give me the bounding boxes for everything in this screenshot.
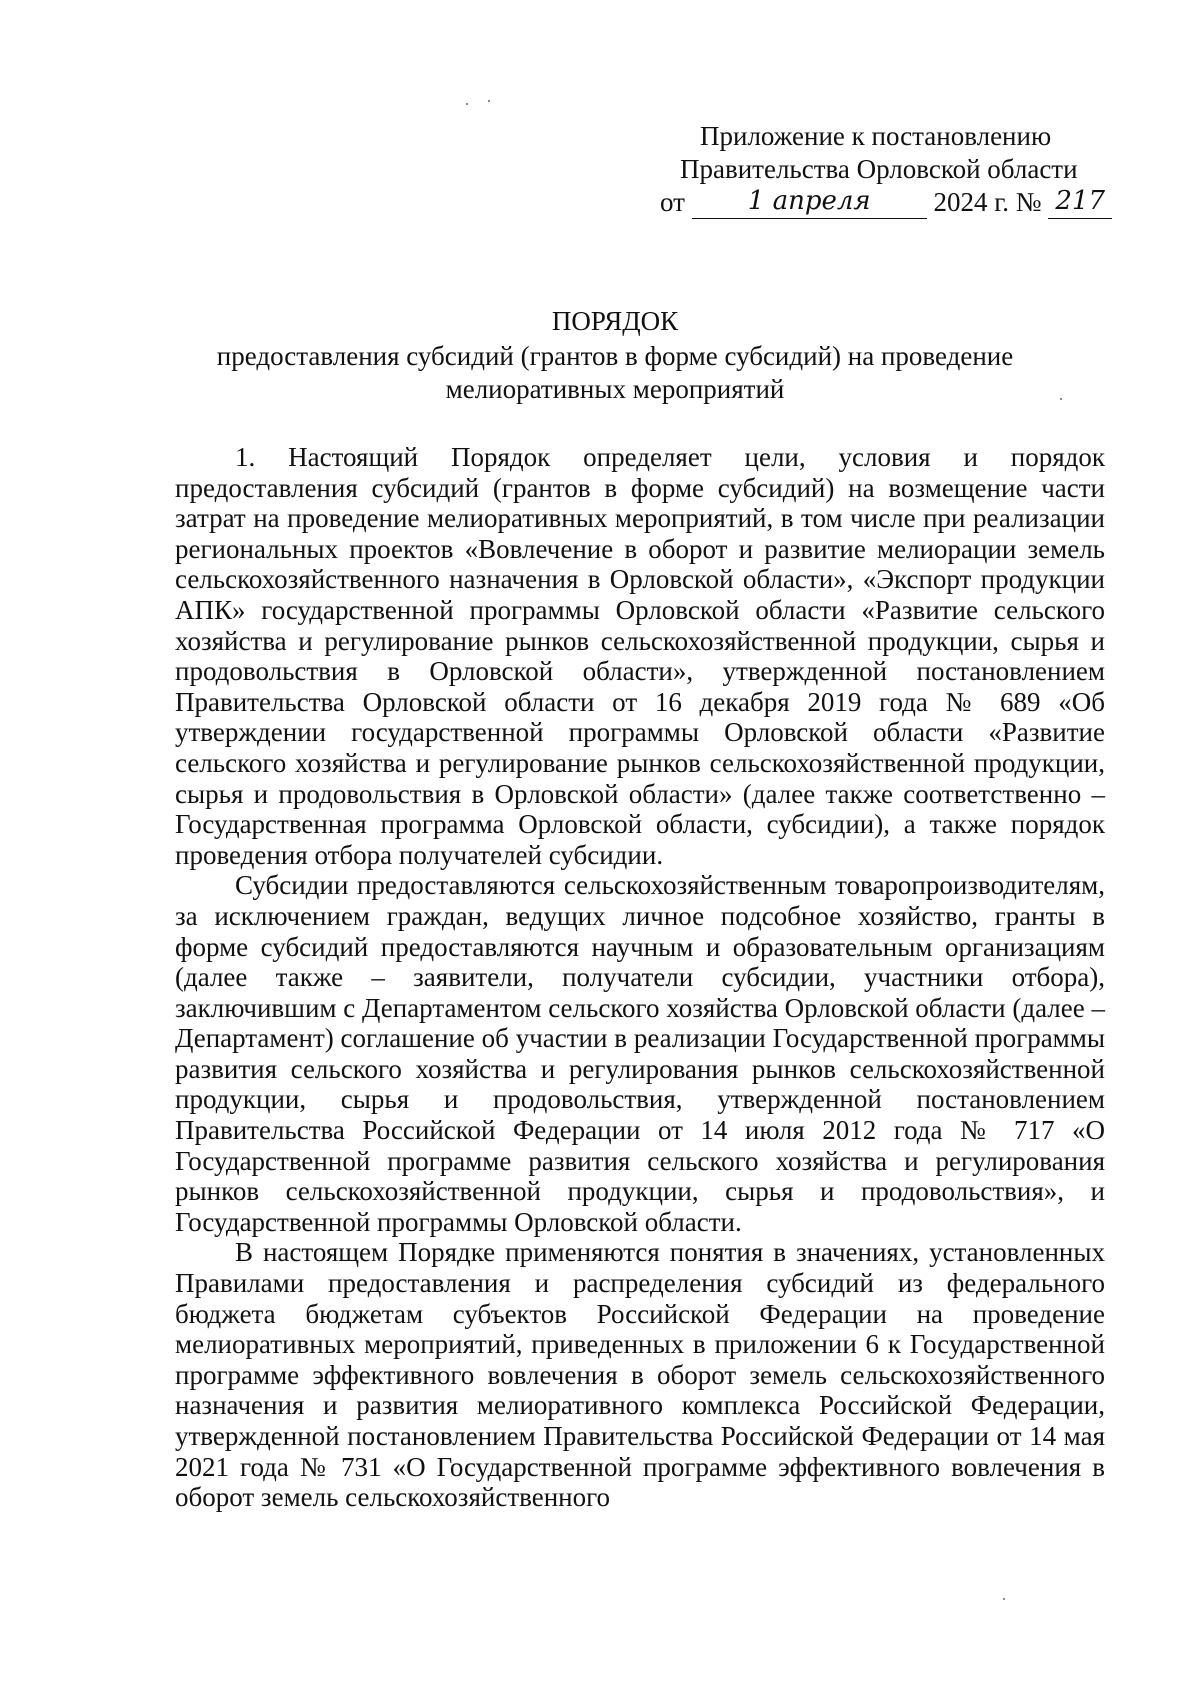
document-title: [170, 305, 1060, 406]
title-subtitle-line-1: предоставления субсидий (грантов в форме субсидий) на проведение: [216, 341, 1014, 371]
scan-speck: [488, 100, 490, 102]
paragraph-2: Субсидии предоставляются сельскохозяйственным товаропроизводителям, за исключением граждан, ведущих личное подсобное хозяйство, гранты в форме субсидий предоставляются научным и образовательным организациям (далее также – заявители, получатели субсидии, участники отбора), заключившим с Департаментом сельского хозяйства Орловской области (далее – Департамент) соглашение об участии в реализации Государственной программы развития сельского хозяйства и регулирования рынков сельскохозяйственной продукции, сырья и продовольствия, утвержденной постановлением Правительства Российской Федерации от 14 июля 2012 года № 717 «О Государственной программе развития сельского хозяйства и регулирования рынков сельскохозяйственной продукции, сырья и продовольствия», и Государственной программы Орловской области.: [175, 870, 1105, 1237]
handwritten-number: 217: [1048, 185, 1112, 219]
header-line-1: Приложение к постановлению: [700, 121, 1052, 151]
document-body: [175, 442, 1105, 1513]
title-subtitle-line-2: мелиоративных мероприятий: [445, 374, 785, 404]
paragraph-3: В настоящем Порядке применяются понятия в значениях, установленных Правилами предоставления и распределения субсидий из федерального бюджета бюджетам субъектов Российской Федерации на проведение мелиоративных мероприятий, приведенных в приложении 6 к Государственной программе эффективного вовлечения в оборот земель сельскохозяйственного назначения и развития мелиоративного комплекса Российской Федерации, утвержденной постановлением Правительства Российской Федерации от 14 мая 2021 года № 731 «О Государственной программе эффективного вовлечения в оборот земель сельскохозяйственного: [175, 1237, 1105, 1513]
header-line-3: [660, 186, 1106, 221]
handwritten-date: 1 апреля: [692, 185, 927, 219]
paragraph-1: 1. Настоящий Порядок определяет цели, условия и порядок предоставления субсидий (грантов в форме субсидий) на возмещение части затрат на проведение мелиоративных мероприятий, в том числе при реализации региональных проектов «Вовлечение в оборот и развитие мелиорации земель сельскохозяйственного назначения в Орловской области», «Экспорт продукции АПК» государственной программы Орловской области «Развитие сельского хозяйства и регулирование рынков сельскохозяйственной продукции, сырья и продовольствия в Орловской области», утвержденной постановлением Правительства Орловской области от 16 декабря 2019 года № 689 «Об утверждении государственной программы Орловской области «Развитие сельского хозяйства и регулирование рынков сельскохозяйственной продукции, сырья и продовольствия в Орловской области» (далее также соответственно – Государственная программа Орловской области, субсидии), а также порядок проведения отбора получателей субсидии.: [175, 442, 1105, 870]
scan-speck: [466, 103, 468, 105]
title-heading: ПОРЯДОК: [551, 306, 679, 336]
scan-speck: [1060, 398, 1062, 400]
header-from-label: от: [660, 187, 685, 217]
header-line-2: Правительства Орловской области: [680, 154, 1078, 184]
header-year-number-label: 2024 г. №: [933, 187, 1042, 217]
scan-speck: [1003, 1598, 1005, 1600]
appendix-header: [660, 120, 1106, 221]
